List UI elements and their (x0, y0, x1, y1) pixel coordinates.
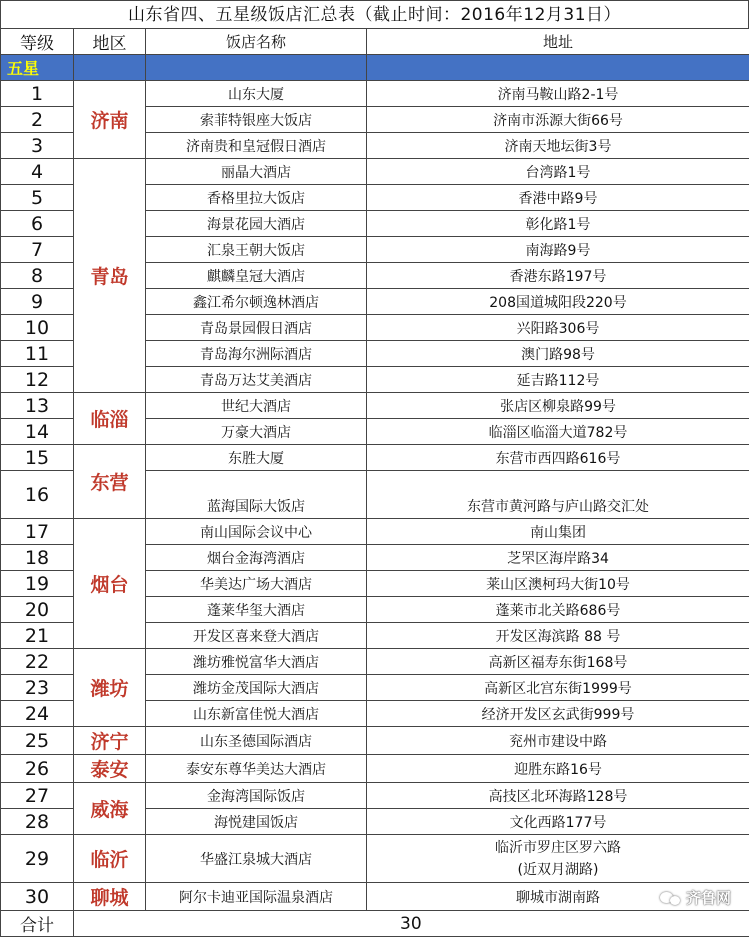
hotel-address: 临沂市罗庄区罗六路 (367, 837, 749, 859)
region-cell: 临沂 (74, 835, 146, 883)
table-row (1, 393, 749, 419)
hotel-name: 香格里拉大饭店 (146, 185, 367, 211)
row-number: 30 (1, 883, 74, 911)
hotel-address-note: (近双月湖路) (367, 859, 749, 881)
hotel-name: 蓝海国际大饭店 (146, 471, 367, 519)
row-number: 10 (1, 315, 74, 341)
row-number: 22 (1, 649, 74, 675)
hotel-name: 山东圣德国际酒店 (146, 727, 367, 755)
header-name: 饭店名称 (146, 29, 367, 55)
total-label: 合计 (1, 911, 74, 937)
table-row (1, 783, 749, 809)
row-number: 20 (1, 597, 74, 623)
header-row (1, 29, 749, 55)
row-number: 2 (1, 107, 74, 133)
region-cell: 济南 (74, 81, 146, 159)
hotel-address-two-line (367, 835, 749, 883)
row-number: 14 (1, 419, 74, 445)
table-row (1, 81, 749, 107)
hotel-name: 山东大厦 (146, 81, 367, 107)
hotel-name: 阿尔卡迪亚国际温泉酒店 (146, 883, 367, 911)
hotel-name: 万豪大酒店 (146, 419, 367, 445)
row-number: 16 (1, 471, 74, 519)
table-row (1, 649, 749, 675)
row-number: 27 (1, 783, 74, 809)
hotel-name: 南山国际会议中心 (146, 519, 367, 545)
sheet-title: 山东省四、五星级饭店汇总表（截止时间：2016年12月31日） (0, 0, 749, 28)
hotel-name: 济南贵和皇冠假日酒店 (146, 133, 367, 159)
hotel-address: 南海路9号 (367, 237, 749, 263)
hotel-name: 世纪大酒店 (146, 393, 367, 419)
row-number: 9 (1, 289, 74, 315)
group-label: 五星 (1, 55, 74, 81)
row-number: 17 (1, 519, 74, 545)
row-number: 12 (1, 367, 74, 393)
hotel-address: 开发区海滨路 88 号 (367, 623, 749, 649)
row-number: 29 (1, 835, 74, 883)
hotel-name: 海景花园大酒店 (146, 211, 367, 237)
hotel-address: 澳门路98号 (367, 341, 749, 367)
hotel-address: 东营市西四路616号 (367, 445, 749, 471)
row-number: 18 (1, 545, 74, 571)
total-row (1, 911, 749, 937)
row-number: 28 (1, 809, 74, 835)
table-row (1, 727, 749, 755)
hotel-name: 开发区喜来登大酒店 (146, 623, 367, 649)
hotel-address: 济南马鞍山路2-1号 (367, 81, 749, 107)
row-number: 6 (1, 211, 74, 237)
hotel-address: 济南市泺源大街66号 (367, 107, 749, 133)
hotel-name: 汇泉王朝大饭店 (146, 237, 367, 263)
hotel-name: 东胜大厦 (146, 445, 367, 471)
hotel-address: 彰化路1号 (367, 211, 749, 237)
region-cell: 潍坊 (74, 649, 146, 727)
hotel-name: 金海湾国际饭店 (146, 783, 367, 809)
watermark-text: 齐鲁网 (686, 887, 731, 908)
table-row (1, 445, 749, 471)
row-number: 7 (1, 237, 74, 263)
region-cell: 烟台 (74, 519, 146, 649)
hotel-address: 蓬莱市北关路686号 (367, 597, 749, 623)
hotel-address: 香港中路9号 (367, 185, 749, 211)
group-cell (146, 55, 367, 81)
hotel-address: 经济开发区玄武街999号 (367, 701, 749, 727)
row-number: 3 (1, 133, 74, 159)
hotel-address: 南山集团 (367, 519, 749, 545)
hotel-name: 蓬莱华玺大酒店 (146, 597, 367, 623)
hotel-name: 青岛景园假日酒店 (146, 315, 367, 341)
hotel-name: 华盛江泉城大酒店 (146, 835, 367, 883)
hotel-address: 高技区北环海路128号 (367, 783, 749, 809)
row-number: 19 (1, 571, 74, 597)
group-row-five-star (1, 55, 749, 81)
row-number: 25 (1, 727, 74, 755)
hotel-address: 台湾路1号 (367, 159, 749, 185)
wechat-icon (660, 890, 682, 906)
hotel-address: 迎胜东路16号 (367, 755, 749, 783)
hotel-address: 高新区福寿东街168号 (367, 649, 749, 675)
hotel-table (0, 28, 749, 937)
row-number: 23 (1, 675, 74, 701)
hotel-address: 莱山区澳柯玛大街10号 (367, 571, 749, 597)
hotel-name: 烟台金海湾酒店 (146, 545, 367, 571)
hotel-address: 芝罘区海岸路34 (367, 545, 749, 571)
hotel-address: 济南天地坛街3号 (367, 133, 749, 159)
hotel-name: 青岛万达艾美酒店 (146, 367, 367, 393)
table-row (1, 835, 749, 883)
row-number: 5 (1, 185, 74, 211)
hotel-address: 208国道城阳段220号 (367, 289, 749, 315)
row-number: 8 (1, 263, 74, 289)
row-number: 15 (1, 445, 74, 471)
hotel-address: 临淄区临淄大道782号 (367, 419, 749, 445)
hotel-address: 兴阳路306号 (367, 315, 749, 341)
hotel-address: 高新区北宫东街1999号 (367, 675, 749, 701)
row-number: 24 (1, 701, 74, 727)
hotel-name: 麒麟皇冠大酒店 (146, 263, 367, 289)
header-region: 地区 (74, 29, 146, 55)
table-row (1, 159, 749, 185)
hotel-address: 香港东路197号 (367, 263, 749, 289)
hotel-name: 潍坊金茂国际大酒店 (146, 675, 367, 701)
hotel-name: 鑫江希尔顿逸林酒店 (146, 289, 367, 315)
table-row (1, 755, 749, 783)
hotel-name: 山东新富佳悦大酒店 (146, 701, 367, 727)
total-value: 30 (74, 911, 749, 937)
row-number: 1 (1, 81, 74, 107)
watermark (660, 887, 731, 908)
hotel-name: 海悦建国饭店 (146, 809, 367, 835)
row-number: 21 (1, 623, 74, 649)
header-level: 等级 (1, 29, 74, 55)
region-cell: 聊城 (74, 883, 146, 911)
table-row (1, 519, 749, 545)
header-address: 地址 (367, 29, 749, 55)
hotel-address: 兖州市建设中路 (367, 727, 749, 755)
region-cell: 济宁 (74, 727, 146, 755)
hotel-name: 青岛海尔洲际酒店 (146, 341, 367, 367)
table-row (1, 883, 749, 911)
row-number: 4 (1, 159, 74, 185)
row-number: 13 (1, 393, 74, 419)
row-number: 11 (1, 341, 74, 367)
group-cell (367, 55, 749, 81)
hotel-address: 聊城市湖南路 (367, 883, 749, 911)
row-number: 26 (1, 755, 74, 783)
region-cell: 青岛 (74, 159, 146, 393)
group-cell (74, 55, 146, 81)
hotel-address: 延吉路112号 (367, 367, 749, 393)
hotel-name: 丽晶大酒店 (146, 159, 367, 185)
hotel-name: 潍坊雅悦富华大酒店 (146, 649, 367, 675)
region-cell: 东营 (74, 445, 146, 519)
region-cell: 泰安 (74, 755, 146, 783)
hotel-address: 文化西路177号 (367, 809, 749, 835)
hotel-name: 索菲特银座大饭店 (146, 107, 367, 133)
hotel-name: 泰安东尊华美达大酒店 (146, 755, 367, 783)
region-cell: 临淄 (74, 393, 146, 445)
hotel-name: 华美达广场大酒店 (146, 571, 367, 597)
hotel-address: 张店区柳泉路99号 (367, 393, 749, 419)
hotel-address: 东营市黄河路与庐山路交汇处 (367, 471, 749, 519)
region-cell: 威海 (74, 783, 146, 835)
